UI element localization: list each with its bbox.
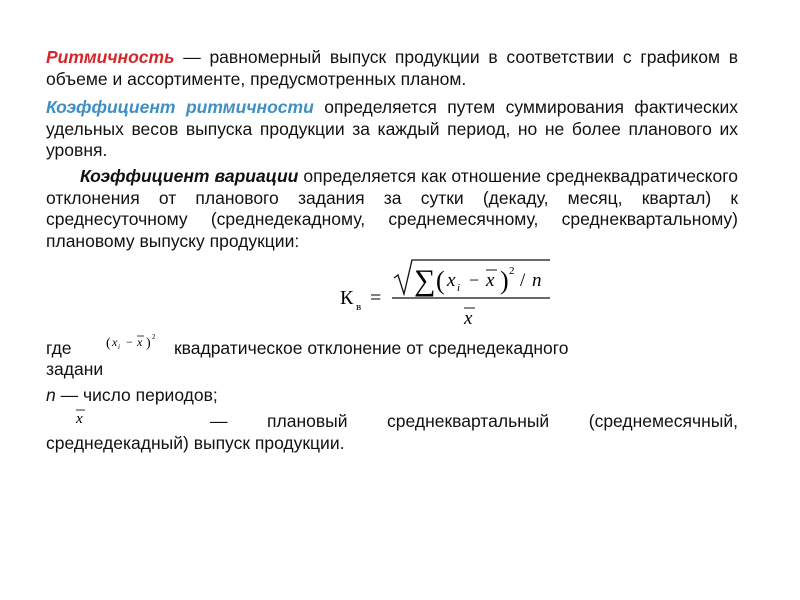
formula-equals: = (370, 287, 382, 309)
term-rhythm-coefficient: Коэффициент ритмичности (46, 97, 314, 117)
where-line (46, 338, 72, 360)
small-power: 2 (152, 333, 156, 341)
formula-power: 2 (509, 265, 515, 277)
paragraph-variation-coefficient (46, 166, 738, 252)
squared-deviation-text: квадратическое отклонение от среднедекадного (174, 338, 569, 358)
formula-minus: − (469, 270, 480, 290)
paragraph-rhythmicity (46, 47, 738, 90)
formula-sum: ∑ (414, 264, 436, 297)
formula-lhs-sub: в (356, 301, 362, 313)
xbar-letter: x (76, 411, 83, 426)
small-xbar: x (137, 335, 143, 349)
squared-deviation-text-cont: задани (46, 359, 104, 379)
formula-index-i: i (457, 282, 461, 294)
definition-variation-coefficient: определяется как отношение среднеквадратического отклонения от планового задания за сутки (декаду, месяц, квартал) к среднесуточному (среднедекадному, среднемесячному, среднеквартальному) плановому выпуску продукции: (46, 166, 738, 251)
formula-open-paren: ( (436, 266, 445, 295)
formula-x: x (447, 270, 456, 291)
small-x: x (112, 335, 118, 349)
squared-deviation-formula (106, 331, 168, 353)
xbar-definition: — плановый среднеквартальный (среднемесячный, среднедекадный) выпуск продукции. (46, 411, 738, 453)
n-symbol: n (46, 385, 56, 405)
paragraph-rhythm-coefficient (46, 97, 738, 162)
variation-coefficient-formula (340, 256, 560, 336)
n-definition: — число периодов; (55, 385, 218, 405)
n-line (46, 385, 218, 407)
definition-rhythmicity: — равномерный выпуск продукции в соответствии с графиком в объеме и ассортименте, предусмотренных планом. (46, 47, 738, 89)
formula-n: n (532, 270, 542, 291)
formula-lhs: К (340, 287, 354, 309)
where-label: где (46, 338, 72, 358)
small-close-paren: ) (146, 336, 151, 351)
small-open-paren: ( (106, 336, 111, 351)
term-variation-coefficient: Коэффициент вариации (80, 166, 299, 186)
formula-close-paren: ) (500, 266, 509, 295)
definition-rhythm-coefficient: определяется путем суммирования фактических удельных весов выпуска продукции за каждый период, но не более планового их уровня. (46, 97, 738, 160)
term-rhythmicity: Ритмичность (46, 47, 175, 67)
small-index-i: i (118, 343, 120, 351)
small-minus: − (126, 335, 133, 349)
formula-divide: / (520, 270, 526, 291)
formula-denominator-xbar: x (464, 308, 473, 329)
formula-xbar: x (486, 270, 495, 291)
